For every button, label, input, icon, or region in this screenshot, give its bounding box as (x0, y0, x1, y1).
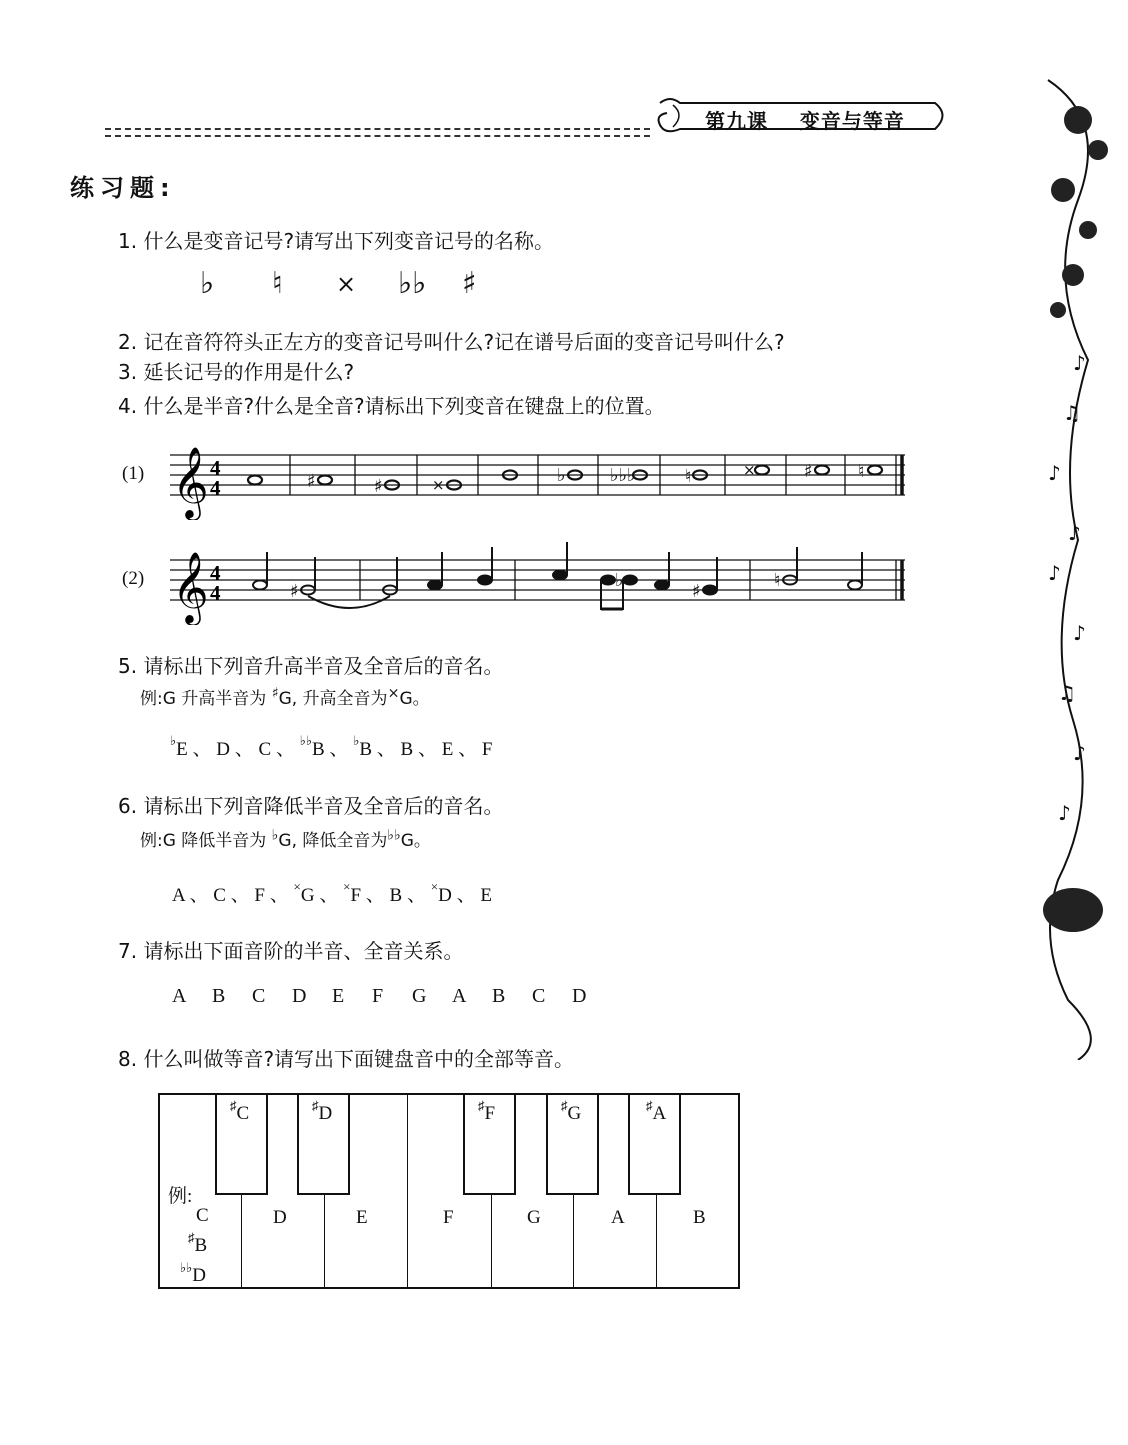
note-name: D (216, 739, 230, 760)
floral-vine-decoration (1018, 60, 1128, 1060)
white-key-label: A (611, 1207, 625, 1228)
flat-symbol: ♭ (200, 266, 215, 301)
question-5-note-list (170, 734, 492, 761)
staff-2-label: (2) (122, 568, 145, 589)
note-name: F (254, 885, 265, 906)
note-name: ♭B (353, 733, 373, 760)
svg-text:♪: ♪ (1073, 621, 1086, 645)
svg-text:♪: ♪ (1073, 351, 1086, 375)
page-header-title: 第九课 变音与等音 (705, 109, 905, 133)
separator: 、 (413, 739, 442, 760)
question-8: 8. 什么叫做等音?请写出下面键盘音中的全部等音。 (118, 1047, 575, 1071)
scale-note: D (572, 985, 587, 1007)
svg-text:♮: ♮ (858, 461, 865, 482)
svg-text:𝄞: 𝄞 (172, 550, 209, 623)
separator: 、 (314, 885, 344, 906)
note-name: ×D (430, 879, 452, 906)
svg-text:♭♭♭: ♭♭♭ (610, 465, 636, 486)
separator: 、 (187, 739, 217, 760)
separator: 、 (361, 885, 390, 906)
scale-note: A (172, 985, 187, 1007)
note-name: B (400, 739, 414, 760)
header-rule-lower (105, 135, 650, 137)
white-key-label: D (273, 1207, 287, 1228)
svg-text:♪: ♪ (1048, 461, 1061, 485)
black-key-label: ♯A (646, 1098, 667, 1124)
svg-text:♯: ♯ (290, 581, 299, 602)
svg-text:♯: ♯ (692, 581, 701, 602)
note-name: C (258, 739, 272, 760)
black-key-label: ♯C (230, 1098, 250, 1124)
svg-text:4: 4 (210, 561, 221, 585)
svg-text:♯: ♯ (307, 471, 316, 492)
svg-text:4: 4 (210, 581, 221, 605)
scale-note: E (332, 985, 345, 1007)
svg-text:×: × (432, 476, 445, 494)
natural-symbol: ♮ (272, 266, 283, 301)
question-5-example: 例:G 升高半音为 ♯G, 升高全音为×G。 (140, 685, 430, 709)
svg-text:4: 4 (210, 456, 221, 480)
note-name: ×G (293, 879, 315, 906)
separator: 、 (264, 885, 294, 906)
first-key-label: ♯B (188, 1230, 208, 1256)
black-key-label: ♯F (478, 1098, 496, 1124)
scale-note: B (492, 985, 506, 1007)
note-name: A (172, 885, 185, 906)
svg-text:♫: ♫ (1063, 401, 1081, 425)
svg-text:×: × (743, 461, 756, 479)
svg-text:♪: ♪ (1048, 561, 1061, 585)
question-7: 7. 请标出下面音阶的半音、全音关系。 (118, 939, 464, 963)
note-name: E (480, 885, 492, 906)
question-6-example: 例:G 降低半音为 ♭G, 降低全音为♭♭G。 (140, 827, 431, 851)
keyboard-example-label: 例: (168, 1186, 193, 1207)
first-key-label: C (196, 1205, 209, 1226)
separator: 、 (230, 739, 259, 760)
sharp-symbol: ♯ (462, 266, 477, 301)
question-2: 2. 记在音符符头正左方的变音记号叫什么?记在谱号后面的变音记号叫什么? (118, 330, 785, 354)
svg-text:♭: ♭ (615, 570, 624, 591)
staff-2-notation (170, 540, 910, 625)
svg-text:♪: ♪ (1073, 741, 1086, 765)
separator: 、 (451, 885, 481, 906)
note-name: ♭♭B (299, 733, 325, 760)
question-6-note-list (172, 880, 492, 907)
note-name: ♭E (170, 733, 188, 760)
svg-text:♯: ♯ (374, 476, 383, 497)
staff-1-label: (1) (122, 463, 145, 484)
svg-text:♮: ♮ (685, 466, 692, 487)
svg-text:♪: ♪ (1058, 801, 1071, 825)
note-name: E (441, 739, 454, 760)
question-6: 6. 请标出下列音降低半音及全音后的音名。 (118, 794, 504, 818)
note-name: ×F (343, 879, 362, 906)
question-5: 5. 请标出下列音升高半音及全音后的音名。 (118, 654, 504, 678)
separator: 、 (184, 885, 214, 906)
svg-text:♪: ♪ (1068, 521, 1081, 545)
scale-note: G (412, 985, 427, 1007)
scale-note: F (372, 985, 384, 1007)
svg-text:♭: ♭ (557, 465, 566, 486)
note-name: C (213, 885, 226, 906)
question-4: 4. 什么是半音?什么是全音?请标出下列变音在键盘上的位置。 (118, 394, 665, 418)
question-3: 3. 延长记号的作用是什么? (118, 360, 355, 384)
separator: 、 (271, 739, 300, 760)
svg-text:♮: ♮ (774, 570, 781, 591)
exercises-title: 练习题: (70, 174, 176, 202)
separator: 、 (453, 739, 482, 760)
staff-1-notation (170, 435, 910, 520)
black-key-label: ♯D (312, 1098, 333, 1124)
scale-note: A (452, 985, 467, 1007)
white-key-label: E (356, 1207, 368, 1228)
note-name: F (481, 739, 493, 760)
scale-note: D (292, 985, 307, 1007)
question-1: 1. 什么是变音记号?请写出下列变音记号的名称。 (118, 229, 555, 253)
svg-text:♯: ♯ (804, 461, 813, 482)
note-name: B (389, 885, 403, 906)
svg-text:♫: ♫ (1058, 681, 1076, 705)
double-flat-symbol: ♭♭ (398, 266, 427, 301)
scale-note: C (532, 985, 546, 1007)
double-sharp-symbol: × (336, 270, 357, 298)
scale-note: C (252, 985, 266, 1007)
separator: 、 (324, 739, 354, 760)
white-key-label: G (527, 1207, 541, 1228)
svg-text:4: 4 (210, 476, 221, 500)
piano-keyboard-diagram (158, 1093, 740, 1289)
black-key-label: ♯G (561, 1098, 582, 1124)
white-key-label: F (443, 1207, 454, 1228)
separator: 、 (372, 739, 401, 760)
treble-clef-icon: 𝄞 (172, 445, 209, 518)
header-rule (105, 128, 650, 130)
separator: 、 (225, 885, 255, 906)
first-key-label: ♭♭D (180, 1260, 206, 1286)
scale-note: B (212, 985, 226, 1007)
separator: 、 (402, 885, 431, 906)
white-key-label: B (693, 1207, 706, 1228)
